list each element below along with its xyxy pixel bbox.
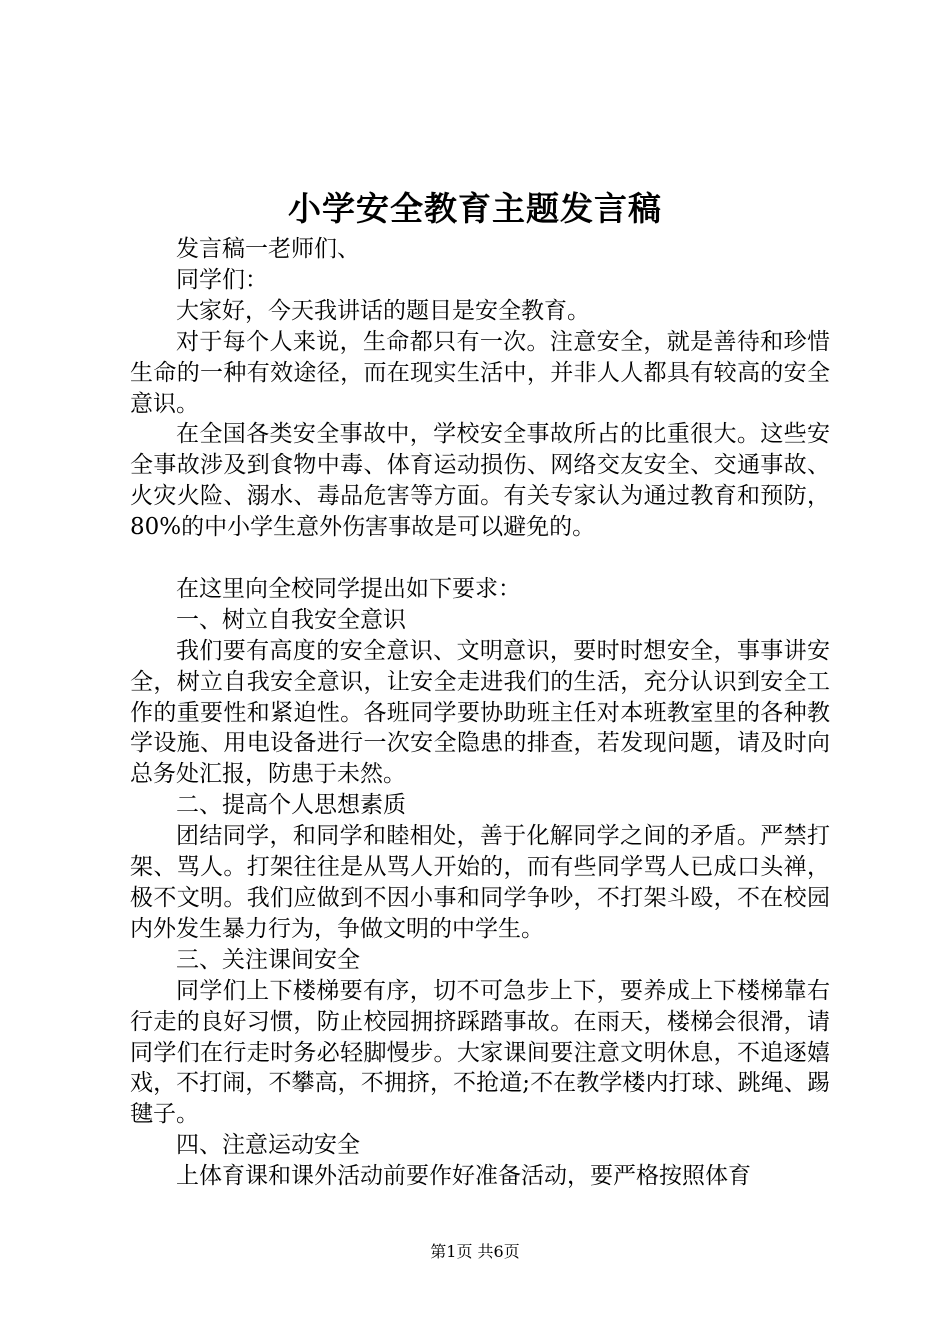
section-heading-4: 四、注意运动安全	[176, 1132, 360, 1159]
section-heading-2: 二、提高个人思想素质	[176, 792, 406, 819]
section-body-3: 同学们上下楼梯要有序，切不可急步上下，要养成上下楼梯靠右行走的良好习惯，防止校园拥挤踩踏事故。在雨天，楼梯会很滑，请同学们在行走时务必轻脚慢步。大家课间要注意文明休息，不追逐嬉戏，不打闹，不攀高，不拥挤，不抢道;不在教学楼内打球、跳绳、踢毽子。	[130, 977, 830, 1128]
section-body-4: 上体育课和课外活动前要作好准备活动，要严格按照体育	[176, 1163, 751, 1190]
paragraph-requirements-intro: 在这里向全校同学提出如下要求：	[176, 575, 521, 602]
section-heading-3: 三、关注课间安全	[176, 946, 360, 973]
section-body-2: 团结同学，和同学和睦相处，善于化解同学之间的矛盾。严禁打架、骂人。打架往往是从骂人开始的，而有些同学骂人已成口头禅，极不文明。我们应做到不因小事和同学争吵，不打架斗殴，不在校园内外发生暴力行为，争做文明的中学生。	[130, 823, 830, 942]
paragraph-salutation-1: 发言稿一老师们、	[176, 236, 360, 262]
paragraph-greeting: 大家好，今天我讲话的题目是安全教育。	[176, 297, 590, 324]
section-heading-1: 一、树立自我安全意识	[176, 606, 406, 633]
document-body	[130, 234, 830, 1192]
section-body-1: 我们要有高度的安全意识、文明意识，要时时想安全，事事讲安全，树立自我安全意识，让安全走进我们的生活，充分认识到安全工作的重要性和紧迫性。各班同学要协助班主任对本班教室里的各种教学设施、用电设备进行一次安全隐患的排查，若发现问题，请及时向总务处汇报，防患于未然。	[130, 637, 830, 788]
page-number: 第1页 共6页	[430, 1242, 520, 1261]
paragraph-spacer	[130, 543, 830, 574]
paragraph-intro: 对于每个人来说，生命都只有一次。注意安全，就是善待和珍惜生命的一种有效途径，而在现实生活中，并非人人都具有较高的安全意识。	[130, 328, 830, 417]
paragraph-salutation-2: 同学们：	[176, 266, 268, 293]
paragraph-statistics: 在全国各类安全事故中，学校安全事故所占的比重很大。这些安全事故涉及到食物中毒、体育运动损伤、网络交友安全、交通事故、火灾火险、溺水、毒品危害等方面。有关专家认为通过教育和预防，80%的中小学生意外伤害事故是可以避免的。	[130, 421, 830, 541]
document-title: 小学安全教育主题发言稿	[288, 189, 662, 228]
